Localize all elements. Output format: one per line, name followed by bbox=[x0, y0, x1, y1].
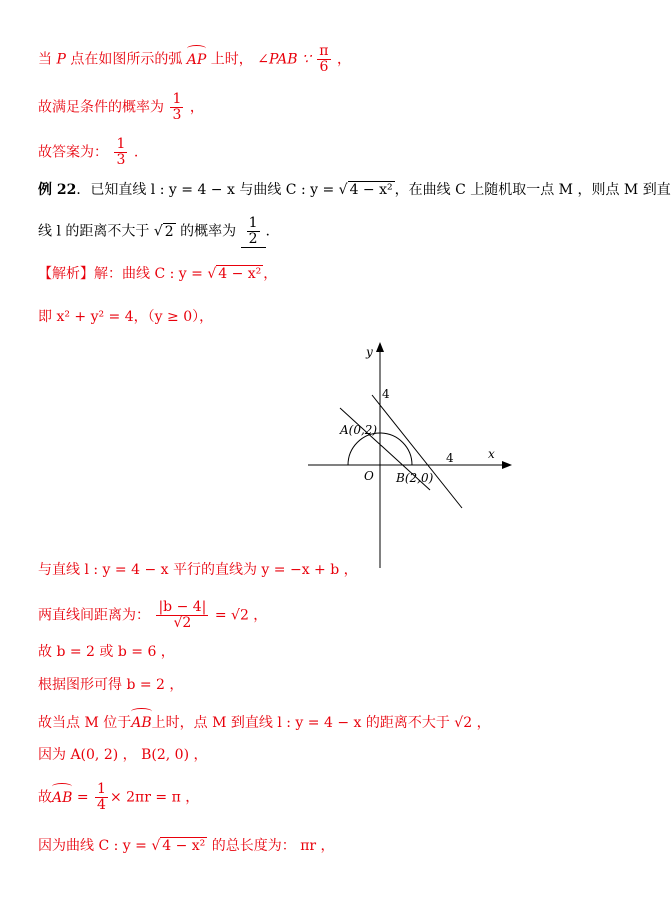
b-conclusion: 根据图形可得 b = 2 ， bbox=[38, 677, 184, 693]
answer-blank: $\frac{1}{2}$ bbox=[241, 216, 266, 248]
solution-line-1: 当 P 点在如图所示的弧 AP 上时， ∠PAB ∵ $\frac{\pi}{6}$ ， bbox=[38, 43, 351, 75]
var-p: P bbox=[56, 51, 66, 68]
point-a-label: A(0,2) bbox=[340, 423, 378, 437]
fraction-1-4: $\frac{1}{4}$ bbox=[97, 781, 106, 813]
text: 上时， bbox=[210, 51, 253, 68]
parallel-line-statement: 与直线 l : y = 4 − x 平行的直线为 y = −x + b ， bbox=[38, 562, 358, 578]
distance-statement: 两直线间距离为： $\frac{|b - 4|}{√2}$ = √2 ， bbox=[38, 599, 268, 631]
y-axis-arrow bbox=[376, 342, 384, 352]
example-22-question: 例 22．已知直线 l : y = 4 − x 与曲线 C : y = √ 4 − x² ，在曲线 C 上随机取一点 M ，则点 M 到直 bbox=[38, 182, 671, 198]
fraction-pi-6: $\frac{\pi}{6}$ bbox=[319, 43, 329, 75]
analysis-tag: 【解析】 bbox=[38, 266, 94, 282]
example-22-question-cont: 线 l 的距离不大于 √ 2 的概率为 $\frac{1}{2}$ . bbox=[38, 215, 270, 247]
x-tick-4: 4 bbox=[446, 451, 454, 465]
angle-pab: ∠PAB ∵ bbox=[257, 51, 311, 68]
points-coordinates: 因为 A(0, 2) ， B(2, 0) ， bbox=[38, 747, 208, 763]
fraction-1-3: $\frac{1}{3}$ bbox=[116, 136, 126, 168]
x-axis-arrow bbox=[502, 461, 512, 469]
point-b-label: B(2,0) bbox=[396, 471, 434, 485]
answer-line: 故答案为： $\frac{1}{3}$ . bbox=[38, 136, 139, 168]
y-axis-label: y bbox=[366, 345, 373, 359]
arc-ab: AB bbox=[52, 785, 72, 808]
y-tick-4: 4 bbox=[382, 387, 390, 401]
b-values: 故 b = 2 或 b = 6 ， bbox=[38, 644, 175, 660]
origin-label: O bbox=[364, 469, 374, 483]
x-axis-label: x bbox=[488, 447, 495, 461]
arc-length: 故AB = $\frac{1}{4}$ × 2πr = π ， bbox=[38, 781, 200, 813]
sqrt-expression: √ 4 − x² bbox=[338, 182, 393, 198]
distance-fraction: $\frac{|b - 4|}{√2}$ bbox=[158, 599, 207, 631]
solution-line-2: 故满足条件的概率为 $\frac{1}{3}$ ， bbox=[38, 91, 204, 123]
arc-ab: AB bbox=[131, 710, 151, 733]
coordinate-graph bbox=[300, 340, 520, 570]
text: 点在如图所示的弧 bbox=[70, 51, 183, 68]
circle-equation-line: 即 x² + y² = 4，（y ≥ 0）， bbox=[38, 309, 214, 325]
arc-ap: AP bbox=[187, 47, 207, 70]
text: 当 bbox=[38, 51, 52, 68]
fraction-1-3: $\frac{1}{3}$ bbox=[172, 91, 182, 123]
example-label: 例 22 bbox=[38, 182, 77, 198]
analysis-line: 【解析】解：曲线 C : y = √ 4 − x² ， bbox=[38, 266, 278, 282]
arc-condition: 故当点 M 位于AB上时，点 M 到直线 l : y = 4 − x 的距离不大于 √2 ， bbox=[38, 710, 491, 733]
curve-total-length: 因为曲线 C : y = √ 4 − x² 的总长度为： πr ， bbox=[38, 838, 335, 854]
